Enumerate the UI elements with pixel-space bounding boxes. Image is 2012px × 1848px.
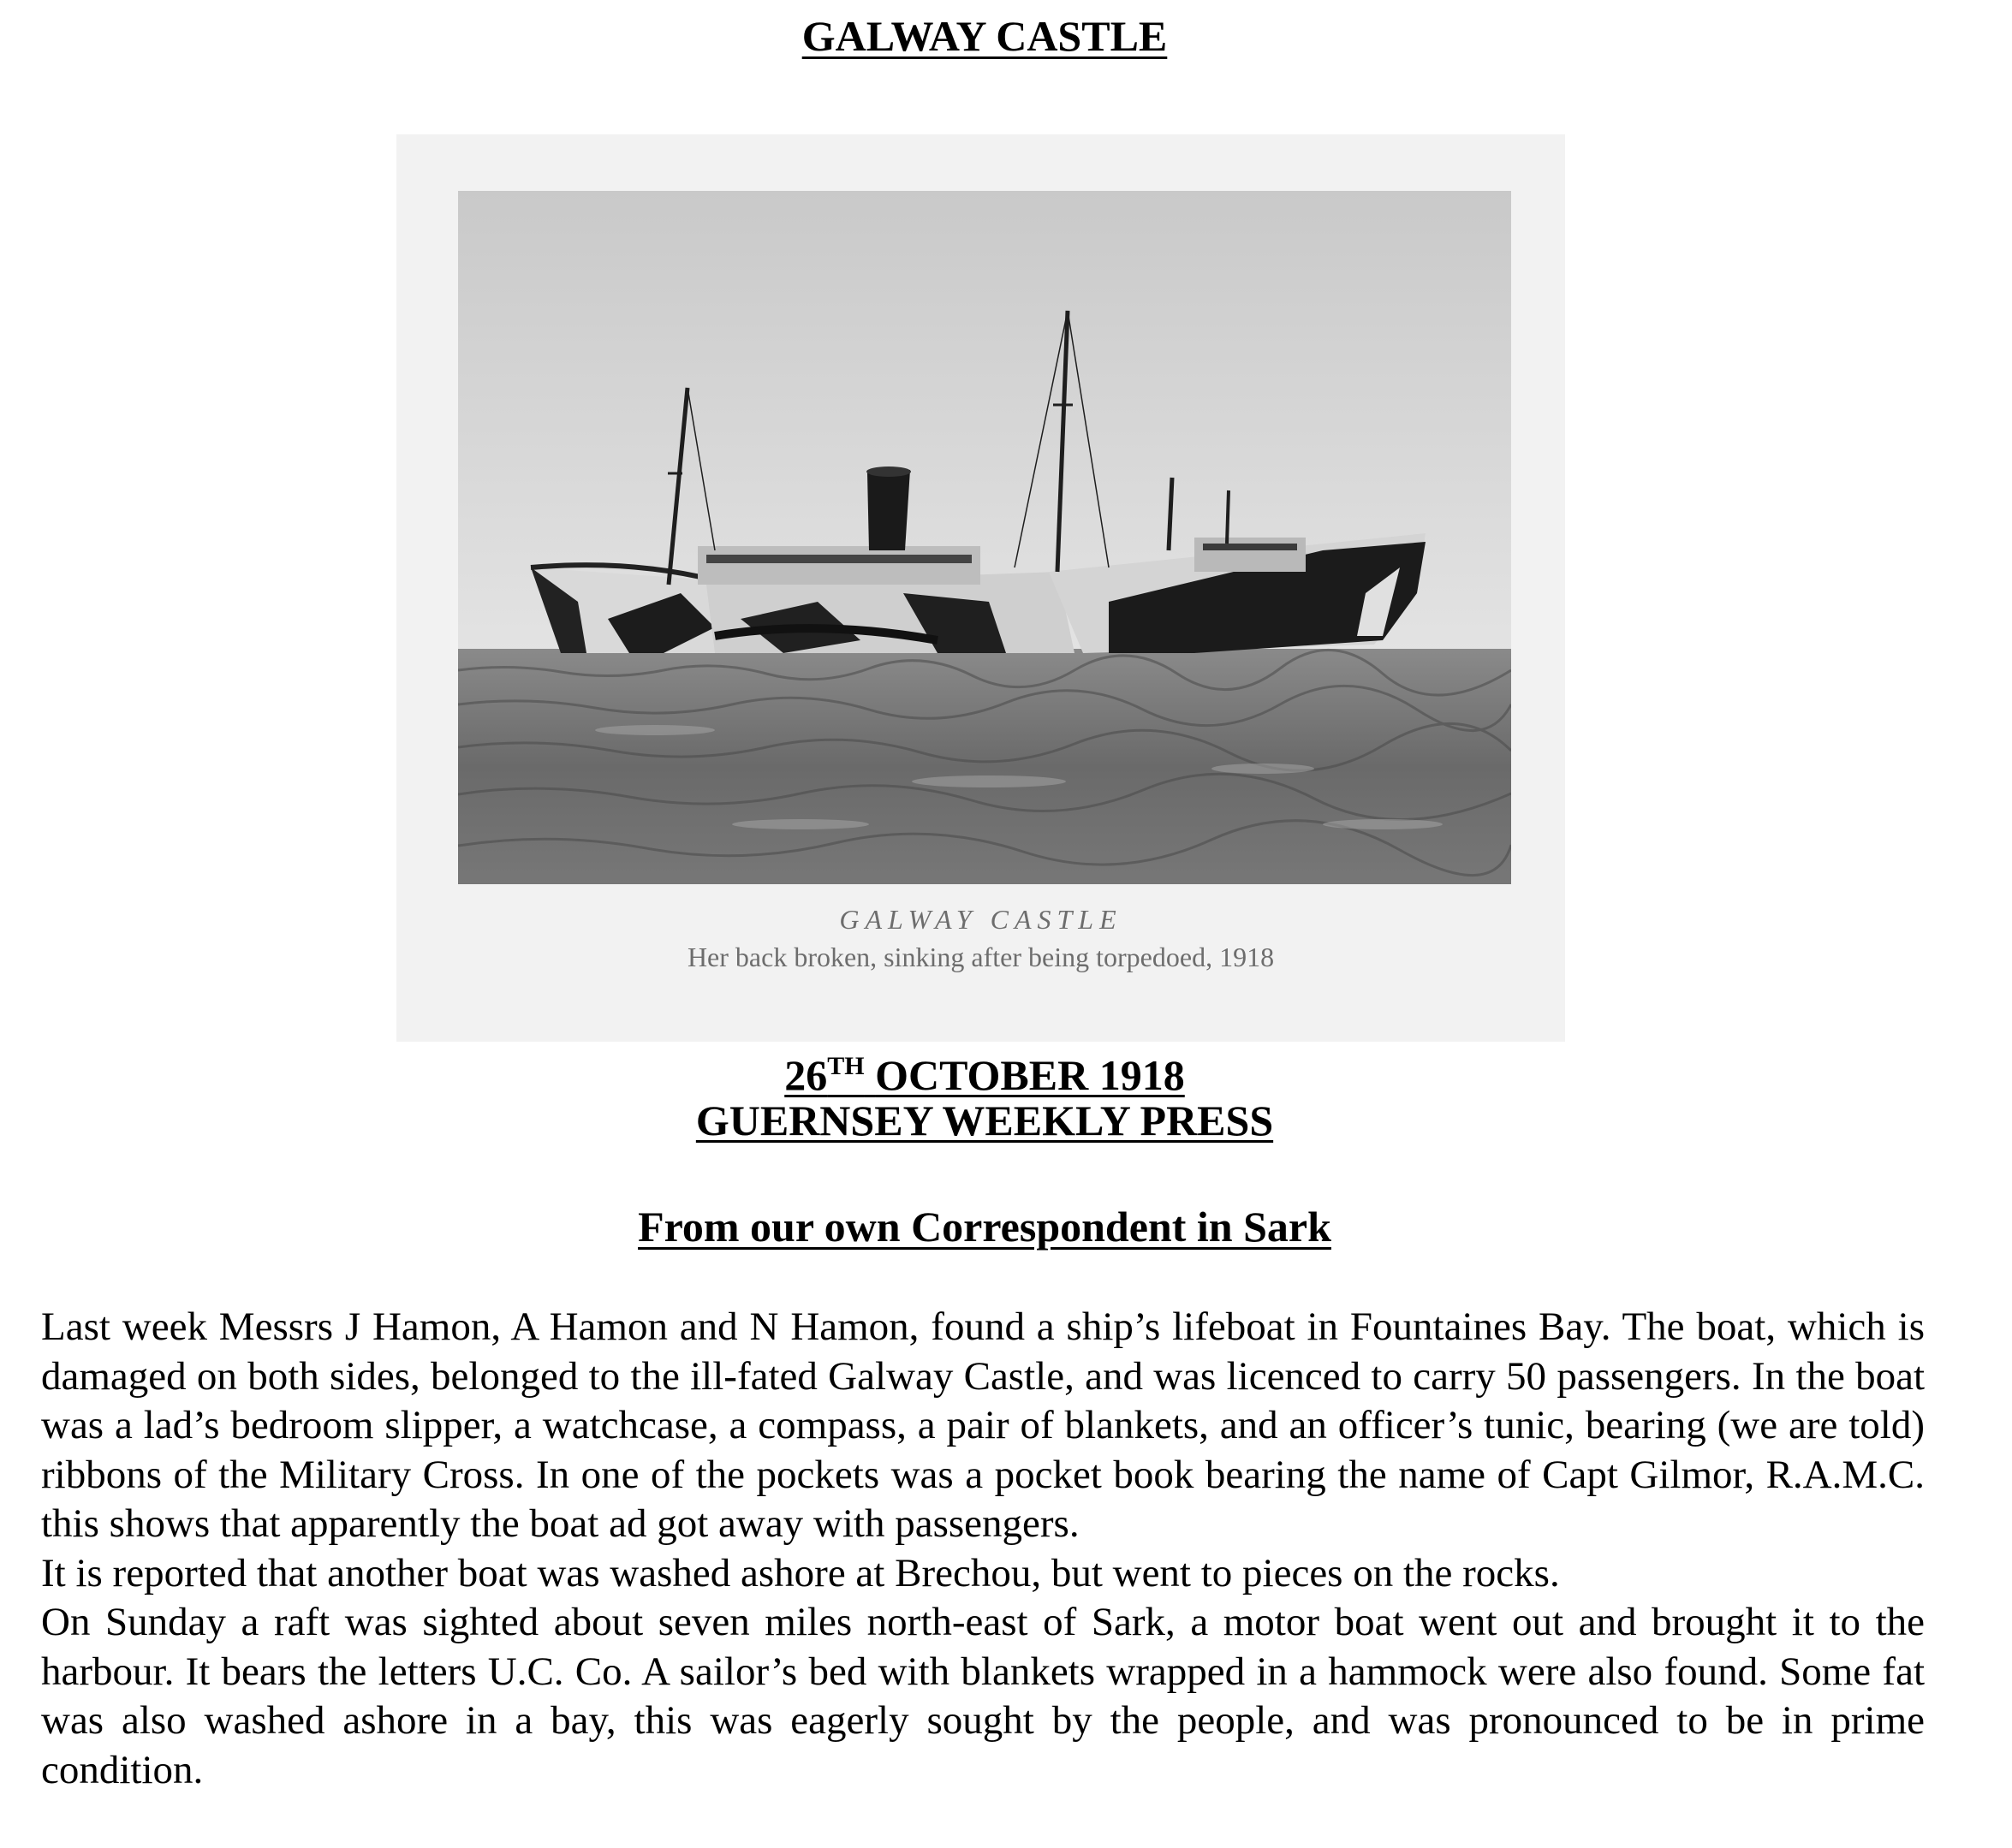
sea [458, 649, 1511, 884]
date-day-suffix: TH [827, 1052, 865, 1080]
sinking-ship-illustration [458, 191, 1511, 884]
ship-photograph-card [396, 134, 1565, 1042]
publication-name: GUERNSEY WEEKLY PRESS [695, 1096, 1274, 1144]
photo-caption-text: Her back broken, sinking after being torpedoed, 1918 [687, 942, 1275, 972]
photo-caption-title: GALWAY CASTLE [839, 904, 1122, 935]
article-subheading: From our own Correspondent in Sark [638, 1203, 1331, 1251]
date-day: 26 [784, 1051, 828, 1099]
article-body [41, 1303, 1925, 1795]
publication-date [784, 1053, 1185, 1098]
article-paragraph: It is reported that another boat was washed ashore at Brechou, but went to pieces on the rocks. [41, 1550, 1560, 1595]
document-title: GALWAY CASTLE [801, 12, 1168, 60]
sinking-ship-photograph [458, 191, 1511, 884]
article-paragraph: Last week Messrs J Hamon, A Hamon and N Hamon, found a ship’s lifeboat in Fountaines Bay. The boat, which is damaged on both sides, belonged to the ill-fated Galway Castle, and was licenced to carry 50 passengers. In the boat was a lad’s bedroom slipper, a watchcase, a compass, a pair of blankets, and an officer’s tunic, bearing (we are told) ribbons of the Military Cross. In one of the pockets was a pocket book bearing the name of Capt Gilmor, R.A.M.C. this shows that apparently the boat ad got away with passengers. [41, 1304, 1925, 1546]
article-paragraph: On Sunday a raft was sighted about seven miles north-east of Sark, a motor boat went out and brought it to the harbour. It bears the letters U.C. Co. A sailor’s bed with blankets wrapped in a hammock were also found. Some fat was also washed ashore in a bay, this was eagerly sought by the people, and was pronounced to be in prime condition. [41, 1600, 1925, 1792]
date-month-year: OCTOBER 1918 [875, 1051, 1185, 1099]
ship-funnel [866, 466, 911, 550]
dateline [0, 1053, 1969, 1143]
ship-stern-section [531, 565, 723, 653]
